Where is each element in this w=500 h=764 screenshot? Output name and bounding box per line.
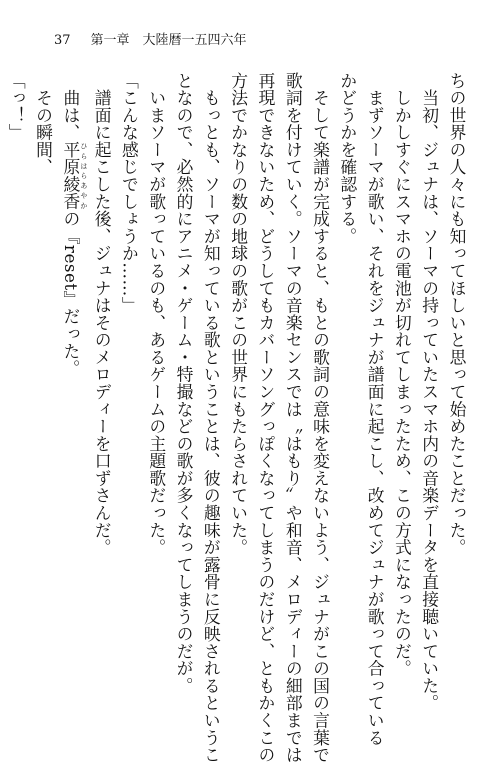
text-line: ちの世界の人々にも知ってほしいと思って始めたことだった。 (447, 72, 467, 557)
text-line: 歌詞を付けていく。ソーマの音楽センスでは〝はもり〟や和音、メロディーの細部までは (283, 72, 304, 764)
text-line: もっとも、ソーマが知っている歌ということは、彼の趣味が露骨に反映されるというこ (201, 72, 222, 764)
running-header (54, 34, 247, 47)
text-line: いまソーマが歌っているのも、あるゲームの主題歌だった。 (146, 72, 167, 557)
ruby-line-pre: 曲は、 (60, 72, 81, 142)
text-line (0, 72, 2, 682)
text-line: 当初、ジュナは、ソーマの持っていたスマホ内の音楽データを直接聴いていた。 (419, 72, 440, 712)
ruby-line-post: の『reset』だった。 (60, 210, 81, 378)
text-line: その瞬間、 (33, 72, 54, 176)
text-line: そして楽譜が完成すると、もとの歌詞の意味を変えないよう、ジュナがこの国の言葉で (310, 72, 331, 764)
ruby-reading: ひらはらあやか (79, 141, 88, 211)
text-line: となので、必然的にアニメ・ゲーム・特撮などの歌が多くなってしまうのだが。 (174, 72, 195, 695)
text-line: しかしすぐにスマホの電池が切れてしまったため、この方式になったのだ。 (392, 72, 413, 678)
text-line: 「こんな感じでしょうか……」 (119, 72, 140, 315)
text-line: 方法でかなりの数の地球の歌がこの世界にもたらされていた。 (228, 72, 249, 557)
text-line: 再現できないため、どうしてもカバーソングっぽくなってしまうのだけど、ともかくこの (255, 72, 276, 764)
ruby-annotation (60, 141, 88, 211)
chapter-title: 第一章 大陸暦一五四六年 (90, 33, 247, 48)
text-line-with-ruby (57, 72, 88, 682)
ruby-base: 平原綾香 (60, 141, 81, 211)
vertical-text-body (6, 72, 470, 764)
text-line: 「っ！」 (6, 72, 27, 142)
text-line: まずソーマが歌い、それをジュナが譜面に起こし、改めてジュナが歌って合っている (365, 72, 386, 747)
text-line: かどうかを確認する。 (337, 72, 358, 245)
page-number: 37 (54, 33, 71, 48)
text-line: 譜面に起こした後、ジュナはそのメロディーを口ずさんだ。 (92, 72, 113, 557)
